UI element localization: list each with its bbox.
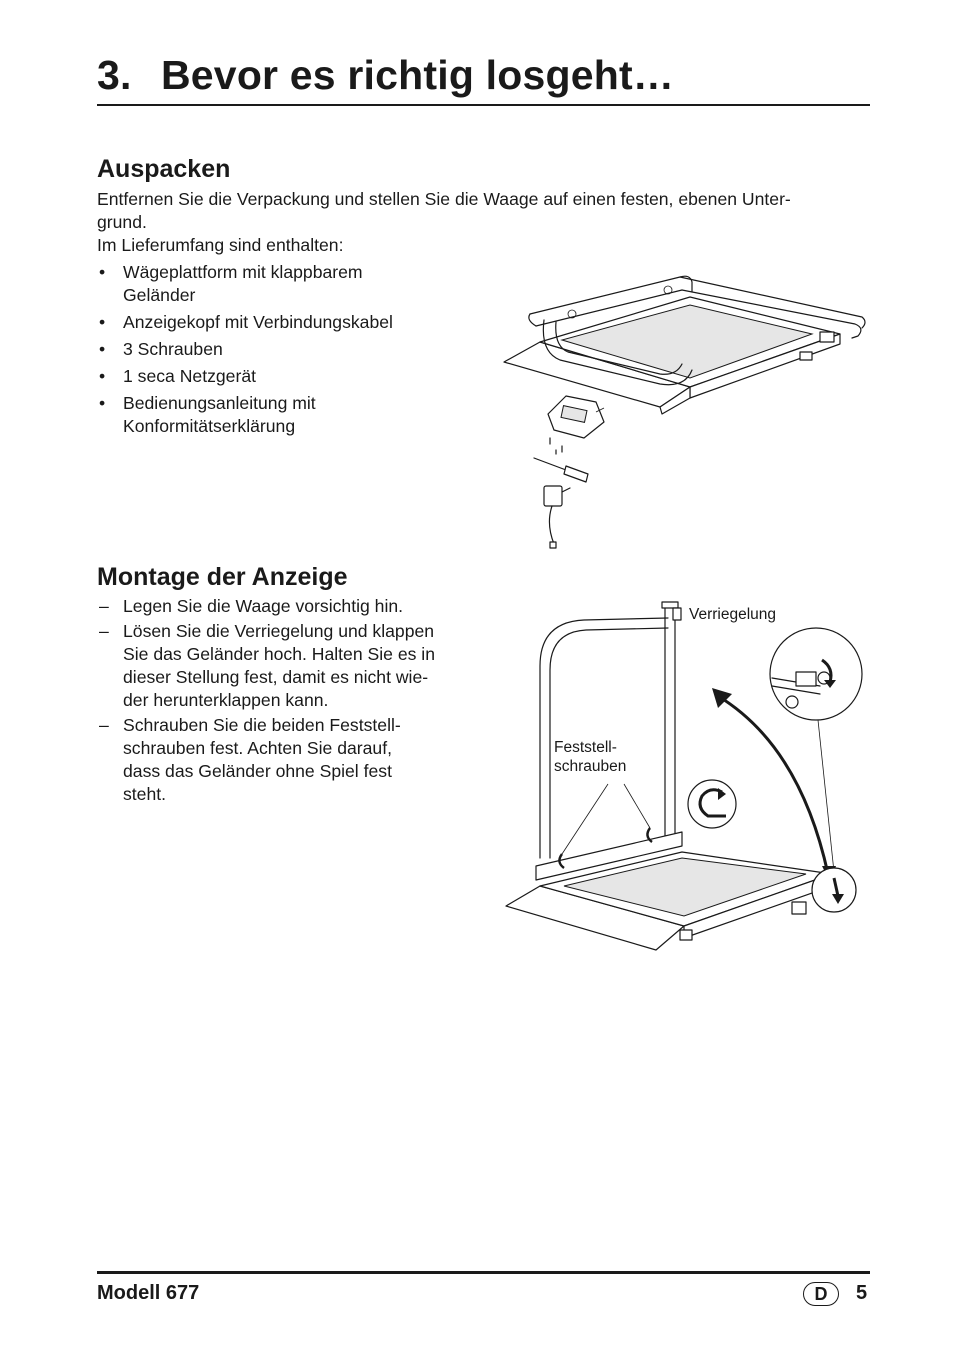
rotate-screw-icon	[688, 780, 736, 828]
chapter-number: 3.	[97, 52, 132, 98]
chapter-title: Bevor es richtig losgeht…	[161, 52, 675, 98]
bullet: •	[99, 366, 106, 386]
platform-scale-illustration	[500, 262, 870, 552]
dash: –	[99, 715, 109, 735]
auspacken-intro	[97, 188, 872, 257]
lock-detail-icon	[770, 628, 862, 720]
list-item: – Legen Sie die Waage vorsichtig hin.	[99, 596, 404, 616]
list-item: – Lösen Sie die Verriegelung und klappen Sie das Geländer hoch. Halten Sie es in dieser Stellung fest, damit es nicht wie- der herunterklappen kann.	[99, 621, 435, 710]
page-title	[97, 52, 674, 99]
list-item: • 1 seca Netzgerät	[99, 366, 257, 386]
footer-model: Modell 677	[97, 1282, 200, 1304]
handrail-assembly-illustration	[500, 596, 870, 956]
dash: –	[99, 596, 109, 616]
list-item: • 3 Schrauben	[99, 339, 223, 359]
list-item: • Anzeigekopf mit Verbindungskabel	[99, 312, 393, 332]
dash: –	[99, 621, 109, 641]
lieferumfang-text: Im Lieferumfang sind enthalten:	[97, 235, 344, 255]
intro-line-2: grund.	[97, 212, 147, 232]
list-item: • Bedienungsanleitung mit Konformitätserklärung	[99, 393, 316, 436]
label-feststellschrauben: Feststell- schrauben	[554, 739, 627, 775]
display-head-icon	[548, 396, 604, 438]
screws-icon	[550, 438, 562, 454]
montage-heading: Montage der Anzeige	[97, 563, 348, 591]
footer-rule	[97, 1271, 870, 1274]
language-badge: D	[803, 1282, 839, 1306]
hinge-detail-icon	[812, 868, 856, 912]
list-item: – Schrauben Sie die beiden Feststell- schrauben fest. Achten Sie darauf, dass das Geländer ohne Spiel fest steht.	[99, 715, 401, 804]
montage-steps	[97, 595, 467, 810]
bullet: •	[99, 262, 106, 282]
auspacken-heading: Auspacken	[97, 155, 231, 183]
page-number: 5	[856, 1282, 868, 1304]
screwdriver-icon	[534, 458, 588, 482]
bullet: •	[99, 312, 106, 332]
contents-list	[97, 261, 457, 442]
intro-line-1: Entfernen Sie die Verpackung und stellen Sie die Waage auf einen festen, ebenen Unter-	[97, 189, 791, 209]
power-supply-icon	[544, 486, 570, 548]
header-rule	[97, 104, 870, 106]
label-verriegelung: Verriegelung	[689, 606, 777, 623]
bullet: •	[99, 393, 106, 413]
bullet: •	[99, 339, 106, 359]
list-item: • Wägeplattform mit klappbarem Geländer	[99, 262, 363, 305]
